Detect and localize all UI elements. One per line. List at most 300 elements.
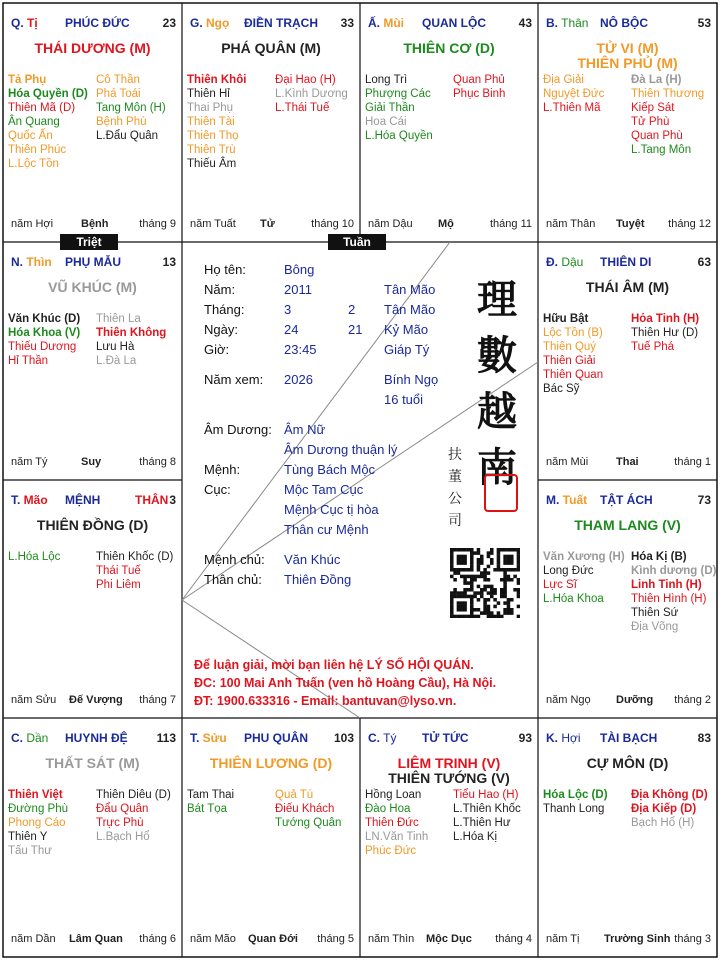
minor-star: Quốc Ấn bbox=[8, 130, 53, 142]
main-star: THIÊN TƯỚNG (V) bbox=[388, 770, 510, 786]
palace-number: 33 bbox=[340, 16, 354, 30]
qr-module bbox=[453, 571, 457, 575]
qr-module bbox=[467, 581, 471, 585]
qr-module bbox=[477, 575, 481, 579]
qr-module bbox=[487, 591, 491, 595]
minor-star: Thiên Y bbox=[8, 831, 48, 843]
qr-module bbox=[503, 601, 507, 605]
left-star-list bbox=[187, 788, 234, 816]
minor-star: L.Đẩu Quân bbox=[96, 130, 159, 142]
qr-module bbox=[517, 551, 520, 555]
palace-suu[interactable] bbox=[182, 718, 360, 957]
main-star: THAM LANG (V) bbox=[574, 517, 681, 533]
palace-header bbox=[11, 255, 176, 271]
palace-header bbox=[368, 16, 532, 32]
qr-module bbox=[463, 588, 467, 592]
qr-module bbox=[477, 551, 481, 555]
footer-phase: Thai bbox=[616, 456, 639, 468]
qr-module bbox=[507, 561, 511, 565]
qr-module bbox=[450, 595, 454, 599]
qr-module bbox=[483, 588, 487, 592]
qr-module bbox=[497, 548, 501, 552]
right-star-list bbox=[96, 788, 171, 844]
qr-module bbox=[510, 608, 514, 612]
minor-star: Phá Toái bbox=[96, 88, 141, 100]
than-cu: Thân cư Mệnh bbox=[284, 522, 369, 537]
qr-module bbox=[480, 595, 484, 599]
minor-star: Văn Xương (H) bbox=[543, 551, 625, 563]
qr-module bbox=[470, 598, 474, 602]
main-star: THÁI ÂM (M) bbox=[585, 279, 670, 295]
qr-module bbox=[473, 551, 477, 555]
main-star: THÁI DƯƠNG (M) bbox=[34, 40, 151, 56]
qr-module bbox=[483, 578, 487, 582]
footer-year: năm Hợi bbox=[11, 218, 54, 230]
palace-name: THIÊN DI bbox=[600, 255, 652, 269]
qr-module bbox=[460, 608, 464, 612]
palace-mao[interactable] bbox=[3, 480, 182, 718]
minor-star: Long Đức bbox=[543, 565, 594, 577]
qr-module bbox=[513, 588, 517, 592]
main-stars bbox=[360, 41, 538, 56]
main-stars bbox=[360, 756, 538, 786]
minor-star: Linh Tinh (H) bbox=[631, 579, 702, 591]
qr-module bbox=[517, 615, 520, 618]
palace-can: C. bbox=[368, 731, 380, 745]
palace-dau[interactable] bbox=[538, 242, 717, 480]
than-chu-label: Thân chủ: bbox=[204, 572, 262, 587]
palace-header bbox=[546, 731, 711, 747]
left-star-list bbox=[8, 550, 60, 564]
qr-module bbox=[507, 555, 511, 559]
qr-module bbox=[473, 615, 477, 618]
minor-star: Hóa Quyền (D) bbox=[8, 88, 88, 100]
palace-number: 13 bbox=[162, 255, 176, 269]
qr-module bbox=[490, 588, 494, 592]
left-star-list bbox=[543, 312, 603, 396]
footer-year: năm Mão bbox=[190, 933, 236, 945]
minor-star: L.Kình Dương bbox=[275, 88, 348, 100]
palace-name: PHU QUÂN bbox=[244, 731, 309, 745]
palace-footer bbox=[546, 694, 711, 708]
qr-module bbox=[473, 578, 477, 582]
footer-year: năm Tuất bbox=[190, 218, 236, 230]
qr-module bbox=[467, 548, 471, 552]
qr-module bbox=[507, 611, 511, 615]
qr-module bbox=[483, 605, 487, 609]
qr-module bbox=[460, 558, 464, 562]
qr-module bbox=[503, 571, 507, 575]
qr-module bbox=[497, 558, 501, 562]
qr-module bbox=[507, 598, 511, 602]
palace-footer bbox=[11, 933, 176, 947]
qr-module bbox=[487, 571, 491, 575]
qr-module bbox=[483, 601, 487, 605]
main-star: THIÊN CƠ (D) bbox=[403, 40, 495, 56]
palace-name: PHÚC ĐỨC bbox=[65, 16, 130, 30]
minor-star: Đường Phù bbox=[8, 803, 68, 815]
palace-can: T. bbox=[190, 731, 200, 745]
triet-tag: Triệt bbox=[60, 234, 118, 250]
calligraphy-logo bbox=[462, 272, 532, 496]
footer-phase: Mộc Dục bbox=[426, 933, 472, 945]
palace-number: 23 bbox=[162, 16, 176, 30]
minor-star: L.Bạch Hổ bbox=[96, 831, 150, 843]
qr-module bbox=[497, 565, 501, 569]
nam-canchi: Tân Mão bbox=[384, 282, 436, 297]
qr-module bbox=[517, 555, 520, 559]
palace-header bbox=[546, 493, 711, 509]
palace-chi: Tuất bbox=[559, 493, 588, 507]
palace-footer bbox=[368, 218, 532, 232]
main-star: THIÊN PHỦ (M) bbox=[577, 55, 678, 71]
qr-module bbox=[513, 548, 517, 552]
minor-star: Hóa Kị (B) bbox=[631, 551, 687, 563]
palace-can: Ấ. bbox=[368, 16, 380, 30]
minor-star: Thiên Hư (D) bbox=[631, 327, 699, 339]
footer-phase: Dưỡng bbox=[616, 694, 654, 706]
qr-module bbox=[463, 558, 467, 562]
footer-phase: Tuyệt bbox=[616, 218, 645, 230]
minor-star: Phúc Đức bbox=[365, 845, 417, 857]
qr-module bbox=[497, 555, 501, 559]
qr-module bbox=[450, 568, 454, 572]
qr-module bbox=[467, 615, 471, 618]
palace-footer bbox=[190, 933, 354, 947]
minor-star: L.Lộc Tồn bbox=[8, 158, 59, 170]
minor-star: Quả Tú bbox=[275, 789, 314, 801]
minor-star: L.Hóa Quyền bbox=[365, 130, 433, 142]
minor-star: Thiên Sứ bbox=[631, 607, 679, 619]
palace-number: 63 bbox=[697, 255, 711, 269]
minor-star: Kiếp Sát bbox=[631, 102, 675, 114]
qr-module bbox=[473, 608, 477, 612]
qr-module bbox=[500, 548, 504, 552]
minor-star: L.Thiên Khốc bbox=[453, 803, 521, 815]
minor-star: Quan Phù bbox=[631, 130, 683, 142]
qr-module bbox=[480, 575, 484, 579]
minor-star: Thiên Quan bbox=[543, 369, 604, 381]
qr-module bbox=[500, 568, 504, 572]
palace-header bbox=[546, 16, 711, 32]
palace-footer bbox=[546, 456, 711, 470]
qr-module bbox=[453, 588, 457, 592]
palace-chi: Hợi bbox=[558, 731, 581, 745]
palace-can: N. bbox=[11, 255, 23, 269]
main-star: PHÁ QUÂN (M) bbox=[221, 40, 321, 56]
right-star-list bbox=[631, 312, 699, 354]
minor-star: Thiên Việt bbox=[8, 789, 63, 801]
qr-module bbox=[507, 558, 511, 562]
qr-module bbox=[460, 555, 464, 559]
qr-module bbox=[470, 588, 474, 592]
palace-dan[interactable] bbox=[3, 718, 182, 957]
minor-star: Thiên Mã (D) bbox=[8, 102, 76, 114]
minor-star: Thiên Diêu (D) bbox=[96, 789, 171, 801]
qr-module bbox=[480, 561, 484, 565]
ho-ten-value: Bông bbox=[284, 262, 315, 277]
main-stars bbox=[3, 280, 182, 295]
main-star: THẤT SÁT (M) bbox=[45, 755, 140, 771]
minor-star: LN.Văn Tinh bbox=[365, 831, 429, 843]
qr-module bbox=[450, 558, 454, 562]
qr-module bbox=[460, 595, 464, 599]
qr-module bbox=[490, 611, 494, 615]
minor-star: Hỉ Thần bbox=[8, 355, 49, 367]
footer-month: tháng 12 bbox=[668, 218, 711, 230]
qr-module bbox=[490, 551, 494, 555]
qr-module bbox=[510, 611, 514, 615]
qr-module bbox=[503, 591, 507, 595]
palace-thin[interactable] bbox=[3, 242, 182, 480]
qr-module bbox=[477, 615, 481, 618]
red-seal bbox=[484, 474, 518, 512]
minor-star: Bạch Hổ (H) bbox=[631, 817, 695, 829]
footer-year: năm Dậu bbox=[368, 218, 413, 230]
footer-year: năm Mùi bbox=[546, 456, 589, 468]
palace-ngo[interactable] bbox=[182, 3, 360, 242]
qr-module bbox=[500, 595, 504, 599]
footer-year: năm Sửu bbox=[11, 694, 57, 706]
minor-star: Thiếu Dương bbox=[8, 341, 77, 353]
minor-star: Kình dương (D) bbox=[631, 565, 717, 577]
am-duong-value: Âm Nữ bbox=[284, 422, 326, 437]
minor-star: Tử Phù bbox=[631, 116, 670, 128]
qr-module bbox=[503, 561, 507, 565]
qr-module bbox=[483, 571, 487, 575]
qr-module bbox=[467, 568, 471, 572]
menh-label: Mệnh: bbox=[204, 462, 241, 477]
qr-module bbox=[477, 548, 481, 552]
palace-mui[interactable] bbox=[360, 3, 538, 242]
qr-module bbox=[503, 548, 507, 552]
footer-month: tháng 9 bbox=[139, 218, 176, 230]
nam-xem-canchi: Bính Ngọ bbox=[384, 372, 439, 387]
palace-footer bbox=[546, 933, 711, 947]
qr-module bbox=[480, 555, 484, 559]
palace-can: G. bbox=[190, 16, 203, 30]
right-star-list bbox=[631, 73, 704, 157]
footer-phase: Quan Đới bbox=[248, 933, 298, 945]
qr-module bbox=[470, 558, 474, 562]
qr-module bbox=[517, 568, 520, 572]
qr-module bbox=[487, 565, 491, 569]
minor-star: Tiểu Hao (H) bbox=[453, 789, 519, 801]
palace-header bbox=[546, 255, 711, 271]
contact-note-1: Để luận giải, mời bạn liên hệ LÝ SỐ HỘI QUÁN. bbox=[194, 658, 474, 672]
palace-chi: Thìn bbox=[23, 255, 52, 269]
footer-year: năm Thìn bbox=[368, 933, 415, 945]
qr-module bbox=[463, 548, 467, 552]
qr-module bbox=[500, 591, 504, 595]
qr-module bbox=[470, 565, 474, 569]
footer-phase: Đế Vượng bbox=[69, 694, 123, 706]
qr-module bbox=[477, 591, 481, 595]
right-star-list bbox=[275, 788, 341, 830]
qr-module bbox=[463, 568, 467, 572]
qr-module bbox=[477, 585, 481, 589]
palace-hoi[interactable] bbox=[538, 718, 717, 957]
qr-module bbox=[450, 575, 454, 579]
qr-module bbox=[500, 588, 504, 592]
minor-star: L.Tang Môn bbox=[631, 144, 692, 156]
qr-module bbox=[517, 561, 520, 565]
qr-module bbox=[450, 548, 454, 552]
qr-module bbox=[457, 548, 461, 552]
minor-star: Phi Liêm bbox=[96, 579, 141, 591]
qr-module bbox=[470, 568, 474, 572]
qr-module bbox=[497, 615, 501, 618]
minor-star: Hữu Bật bbox=[543, 313, 589, 325]
minor-star: Thiên Quý bbox=[543, 341, 597, 353]
qr-module bbox=[483, 575, 487, 579]
footer-month: tháng 8 bbox=[139, 456, 176, 468]
qr-module bbox=[463, 615, 467, 618]
nam-label: Năm: bbox=[204, 282, 236, 297]
qr-module bbox=[490, 591, 494, 595]
minor-star: Phượng Các bbox=[365, 88, 431, 100]
qr-module bbox=[493, 568, 497, 572]
minor-star: Hóa Lộc (D) bbox=[543, 789, 608, 801]
palace-ti[interactable] bbox=[3, 3, 182, 242]
qr-module bbox=[463, 605, 467, 609]
qr-module bbox=[457, 561, 461, 565]
qr-module bbox=[470, 548, 474, 552]
minor-star: Cô Thần bbox=[96, 74, 140, 86]
qr-module bbox=[483, 611, 487, 615]
left-star-list bbox=[8, 788, 68, 858]
palace-footer bbox=[368, 933, 532, 947]
palace-tuat[interactable] bbox=[538, 480, 717, 718]
calligraphy-char: 理 bbox=[477, 276, 517, 323]
qr-module bbox=[450, 555, 454, 559]
palace-footer bbox=[546, 218, 711, 232]
seal-char: 董 bbox=[448, 469, 462, 485]
palace-can: M. bbox=[546, 493, 560, 507]
main-stars bbox=[3, 41, 182, 56]
minor-star: L.Hóa Kị bbox=[453, 831, 498, 843]
palace-ty[interactable] bbox=[360, 718, 538, 957]
palace-chi: Dậu bbox=[558, 255, 584, 269]
qr-module bbox=[490, 585, 494, 589]
minor-star: Tả Phụ bbox=[8, 74, 47, 86]
minor-star: Địa Giải bbox=[543, 74, 584, 86]
minor-star: Địa Không (D) bbox=[631, 789, 708, 801]
palace-header bbox=[11, 731, 176, 747]
minor-star: Địa Kiếp (D) bbox=[631, 803, 697, 815]
seal-char: 司 bbox=[448, 513, 462, 529]
minor-star: L.Hóa Lộc bbox=[8, 551, 61, 563]
qr-module bbox=[463, 578, 467, 582]
thang-canchi: Tân Mão bbox=[384, 302, 436, 317]
minor-star: Bát Tọa bbox=[187, 803, 228, 815]
palace-name: NÔ BỘC bbox=[600, 16, 648, 30]
footer-year: năm Dần bbox=[11, 933, 56, 945]
qr-module bbox=[457, 605, 461, 609]
minor-star: Phong Cáo bbox=[8, 817, 66, 829]
qr-module bbox=[453, 595, 457, 599]
palace-header bbox=[368, 731, 532, 747]
qr-module bbox=[487, 615, 491, 618]
footer-phase: Tử bbox=[260, 218, 275, 230]
qr-module bbox=[510, 578, 514, 582]
qr-module bbox=[503, 558, 507, 562]
qr-module bbox=[450, 565, 454, 569]
qr-module bbox=[503, 575, 507, 579]
center-info-panel bbox=[182, 242, 538, 718]
qr-module bbox=[473, 591, 477, 595]
qr-module bbox=[507, 605, 511, 609]
qr-module bbox=[457, 568, 461, 572]
left-star-list bbox=[543, 73, 604, 115]
qr-module bbox=[487, 578, 491, 582]
qr-module bbox=[477, 561, 481, 565]
palace-chi: Ngọ bbox=[202, 16, 230, 30]
palace-chi: Tị bbox=[23, 16, 38, 30]
qr-code[interactable] bbox=[450, 548, 520, 618]
palace-chi: Thân bbox=[558, 16, 589, 30]
qr-module bbox=[517, 565, 520, 569]
than-chu-value: Thiên Đồng bbox=[284, 572, 352, 587]
qr-module bbox=[510, 548, 514, 552]
minor-star: Quan Phủ bbox=[453, 74, 505, 86]
qr-module bbox=[517, 548, 520, 552]
qr-module bbox=[450, 561, 454, 565]
minor-star: Thiên Giải bbox=[543, 355, 596, 367]
qr-module bbox=[487, 608, 491, 612]
thang-am: 2 bbox=[348, 302, 356, 317]
main-star: THIÊN ĐỒNG (D) bbox=[36, 517, 149, 533]
palace-can: B. bbox=[546, 16, 558, 30]
cuc-value: Mộc Tam Cục bbox=[284, 482, 364, 497]
qr-module bbox=[453, 548, 457, 552]
main-star: TỬ VI (M) bbox=[596, 40, 659, 56]
menh-chu-label: Mệnh chủ: bbox=[204, 552, 265, 567]
main-stars bbox=[538, 518, 717, 533]
right-star-list bbox=[96, 73, 166, 143]
palace-chi: Mão bbox=[20, 493, 48, 507]
minor-star: Tam Thai bbox=[187, 789, 235, 801]
palace-number: 73 bbox=[697, 493, 711, 507]
qr-module bbox=[467, 595, 471, 599]
qr-module bbox=[497, 611, 501, 615]
minor-star: Thiên Phúc bbox=[8, 144, 67, 156]
palace-can: C. bbox=[11, 731, 23, 745]
qr-module bbox=[490, 615, 494, 618]
qr-module bbox=[517, 595, 520, 599]
seal-char: 扶 bbox=[448, 447, 462, 463]
palace-number: 53 bbox=[697, 16, 711, 30]
qr-module bbox=[503, 588, 507, 592]
qr-module bbox=[463, 561, 467, 565]
main-star: CỰ MÔN (D) bbox=[586, 755, 669, 771]
qr-module bbox=[517, 591, 520, 595]
minor-star: Thiên Tài bbox=[187, 116, 235, 128]
qr-module bbox=[503, 608, 507, 612]
qr-module bbox=[503, 568, 507, 572]
left-star-list bbox=[543, 788, 608, 816]
minor-star: L.Hóa Khoa bbox=[543, 593, 604, 605]
calligraphy-char: 越 bbox=[477, 388, 517, 435]
palace-than_r[interactable] bbox=[538, 3, 717, 242]
palace-footer bbox=[190, 218, 354, 232]
qr-module bbox=[483, 585, 487, 589]
minor-star: Lộc Tồn (B) bbox=[543, 327, 603, 339]
right-star-list bbox=[275, 73, 348, 115]
footer-phase: Lâm Quan bbox=[69, 933, 123, 945]
qr-module bbox=[470, 575, 474, 579]
qr-module bbox=[470, 578, 474, 582]
